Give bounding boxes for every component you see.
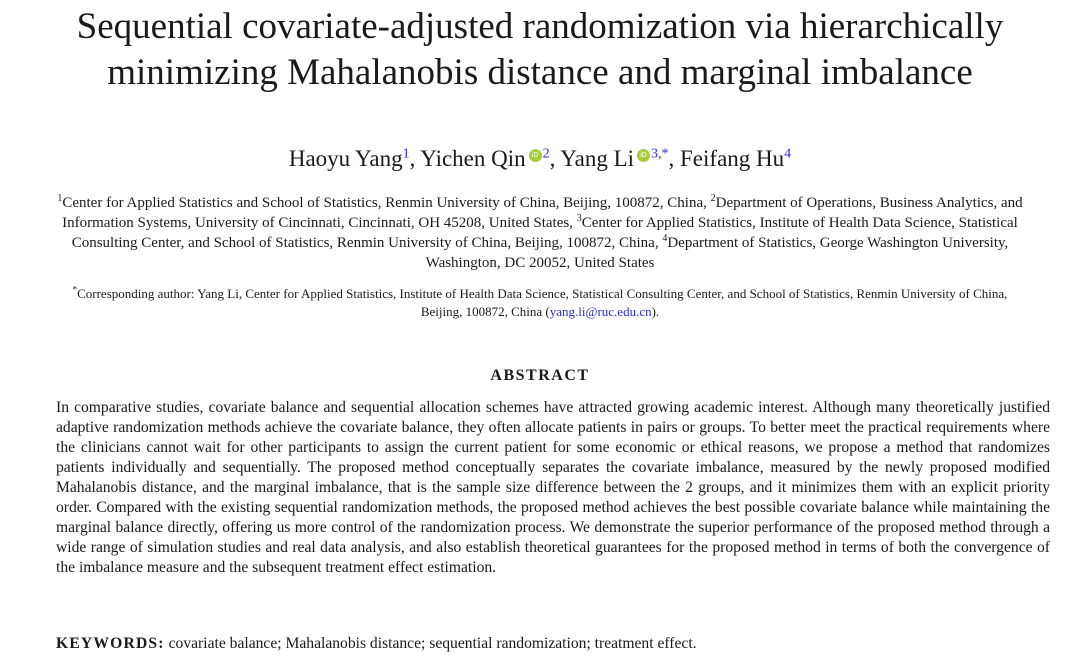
corresponding-email-link[interactable]: yang.li@ruc.edu.cn (549, 304, 652, 319)
corresponding-closing: ). (651, 304, 660, 319)
affiliation-mark: 4 (662, 233, 668, 244)
keywords-text: covariate balance; Mahalanobis distance; sequential randomization; treatment effect. (168, 635, 697, 652)
author-name: Haoyu Yang (288, 146, 403, 171)
author-affiliation-mark[interactable]: 2 (542, 146, 550, 162)
corresponding-author-note (56, 285, 1024, 321)
abstract-body: In comparative studies, covariate balance and sequential allocation schemes have attracted growing academic interest. Although many theoretically justified adaptive randomization methods achieve the covariate balance, they often allocate patients in pairs or groups. To better meet the practical requirements where the clinicians cannot wait for other participants to assign the current patient for some economic or ethical reasons, we propose a method that randomizes patients individually and sequentially. The proposed method conceptually separates the covariate imbalance, measured by the newly proposed modified Mahalanobis distance, and the marginal imbalance, that is the sample size difference between the 2 groups, and it minimizes them with an explicit priority order. Compared with the existing sequential randomization methods, the proposed method achieves the best possible covariate balance while maintaining the marginal balance directly, offering us more control of the randomization process. We demonstrate the superior performance of the proposed method through a wide range of simulation studies and real data analysis, and also establish theoretical guarantees for the proposed method in terms of both the convergence of the imbalance measure and the subsequent treatment effect estimation. (56, 399, 1050, 576)
affiliation-mark: 2 (710, 193, 716, 204)
affiliation-mark: 3 (576, 213, 582, 224)
affiliations (56, 193, 1024, 273)
corresponding-text: Corresponding author: Yang Li, Center for Applied Statistics, Institute of Health Data Science, Statistical Consulting Center, and School of Statistics, Renmin University of China, Beijing, 100872, China ( (77, 286, 1008, 319)
affiliation-text: Department of Statistics, George Washington University, Washington, DC 20052, United States (425, 235, 1009, 271)
author-name: Yichen Qin (420, 146, 526, 171)
affiliation-text: Center for Applied Statistics, Institute of Health Data Science, Statistical Consulting Center, and School of Statistics, Renmin University of China, Beijing, 100872, China, (71, 215, 1018, 251)
orcid-icon[interactable]: iD (637, 149, 650, 162)
affiliation-mark: 1 (57, 193, 63, 204)
corresponding-mark: * (72, 284, 78, 295)
affiliation-text: Department of Operations, Business Analytics, and Information Systems, University of Cincinnati, Cincinnati, OH 45208, United States, (62, 195, 1023, 231)
keywords-label: KEYWORDS: (56, 635, 165, 652)
orcid-icon[interactable]: iD (529, 149, 542, 162)
author-list: Haoyu Yang$^1$, Yichen Qin iD $^2$, Yang Li iD $^{3,*}$, Feifang Hu$^4$ (288, 146, 792, 171)
paper-title: Sequential covariate-adjusted randomization via hierarchically minimizing Mahalanobis distance and marginal imbalance (76, 6, 1004, 93)
author-name: Feifang Hu (680, 146, 785, 171)
author-affiliation-mark[interactable]: 1 (402, 146, 410, 162)
abstract-heading: ABSTRACT (490, 367, 590, 384)
author-affiliation-mark[interactable]: 4 (784, 146, 792, 162)
keywords-line (56, 634, 1050, 654)
affiliation-text: Center for Applied Statistics and School of Statistics, Renmin University of China, Beijing, 100872, China, (62, 195, 707, 211)
author-name: Yang Li (560, 146, 635, 171)
author-affiliation-mark[interactable]: 3,* (651, 146, 669, 162)
